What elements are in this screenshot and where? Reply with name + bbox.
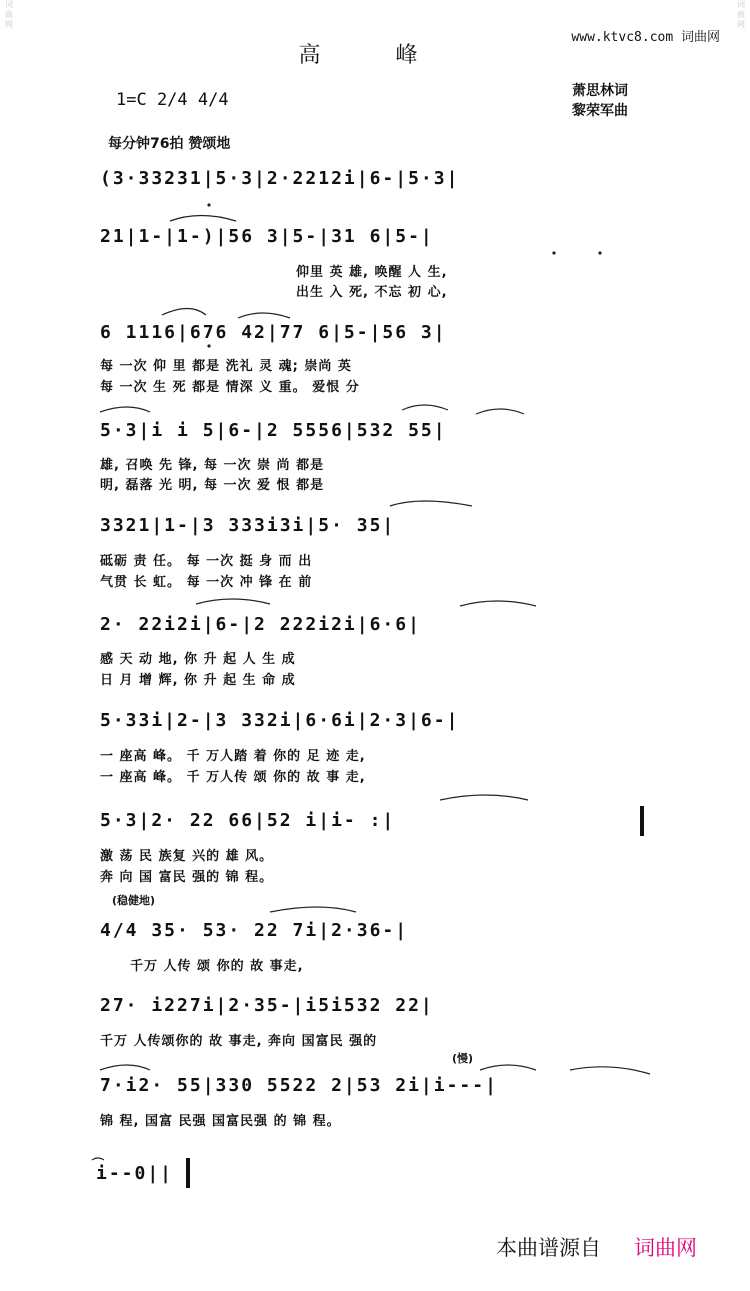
score-line-3-lyrics-2: 每 一次 生 死 都是 情深 义 重。 爱恨 分 [100,380,360,395]
score-line-8-lyrics-2: 奔 向 国 富民 强的 锦 程。 [100,870,274,885]
lyricist: 萧思林词 [572,83,628,99]
score-line-2-notes: 21|1-|1-)|56 3|5-|31 6|5-| [100,226,434,247]
expression-slow: (慢) [452,1052,474,1065]
score-line-6-lyrics-1: 感 天 动 地, 你 升 起 人 生 成 [100,652,296,667]
score-line-1-notes: (3·33231|5·3|2·2212i|6-|5·3| [100,168,460,189]
score-line-7-notes: 5·33i|2-|3 332i|6·6i|2·3|6-| [100,710,460,731]
score-line-11-lyrics-1: 锦 程, 国富 民强 国富民强 的 锦 程。 [100,1114,341,1129]
score-line-5-lyrics-1: 砥砺 责 任。 每 一次 挺 身 而 出 [100,554,313,569]
score-line-3-notes: 6 1116|676 42|77 6|5-|56 3| [100,322,447,343]
score-line-5-notes: 3321|1-|3 333i3i|5· 35| [100,515,396,536]
score-line-6-lyrics-2: 日 月 增 辉, 你 升 起 生 命 成 [100,673,296,688]
score-line-6-notes: 2· 22i2i|6-|2 222i2i|6·6| [100,614,421,635]
side-watermark-right: 词 曲 网 [737,0,745,29]
score-line-4-notes: 5·3|i i 5|6-|2 5556|532 55| [100,420,447,441]
score-line-7-lyrics-1: 一 座高 峰。 千 万人踏 着 你的 足 迹 走, [100,749,366,764]
score-line-5-lyrics-2: 气贯 长 虹。 每 一次 冲 锋 在 前 [100,575,313,590]
score-line-9-lyrics-1: 千万 人传 颂 你的 故 事走, [130,959,304,974]
footer-site-link[interactable]: 词曲网 [634,1236,697,1260]
score-line-10-notes: 27· i227i|2·35-|i5i532 22| [100,995,434,1016]
tempo-mark: 每分钟76拍 赞颂地 [108,136,231,152]
score-line-2-lyrics-1: 仰里 英 雄, 唤醒 人 生, [296,265,448,280]
score-line-8-lyrics-1: 激 荡 民 族复 兴的 雄 风。 [100,849,274,864]
side-watermark-left: 词 曲 网 [5,0,13,29]
score-line-10-lyrics-1: 千万 人传颂你的 故 事走, 奔向 国富民 强的 [100,1034,378,1049]
score-line-4-lyrics-1: 雄, 召唤 先 锋, 每 一次 崇 尚 都是 [100,458,325,473]
score-line-4-lyrics-2: 明, 磊落 光 明, 每 一次 爱 恨 都是 [100,478,325,493]
score-line-8-notes: 5·3|2· 22 66|52 i|i- :| [100,810,396,831]
score-line-2-lyrics-2: 出生 入 死, 不忘 初 心, [296,285,448,300]
score-line-9-notes: 4/4 35· 53· 22 7i|2·36-| [100,920,409,941]
score-line-7-lyrics-2: 一 座高 峰。 千 万人传 颂 你的 故 事 走, [100,770,366,785]
key-signature: 1=C 2/4 4/4 [116,90,229,110]
site-url[interactable]: www.ktvc8.com 词曲网 [571,30,720,45]
score-line-3-lyrics-1: 每 一次 仰 里 都是 洗礼 灵 魂; 崇尚 英 [100,359,352,374]
expression-steady: (稳健地) [112,894,156,907]
score-line-12-notes: i--0|| [96,1163,174,1184]
composer: 黎荣军曲 [572,103,628,119]
score-line-11-notes: 7·i2· 55|330 5522 2|53 2i|i---| [100,1075,498,1096]
page-title: 高 峰 [298,43,452,68]
footer-source-text: 本曲谱源自 [496,1236,601,1260]
